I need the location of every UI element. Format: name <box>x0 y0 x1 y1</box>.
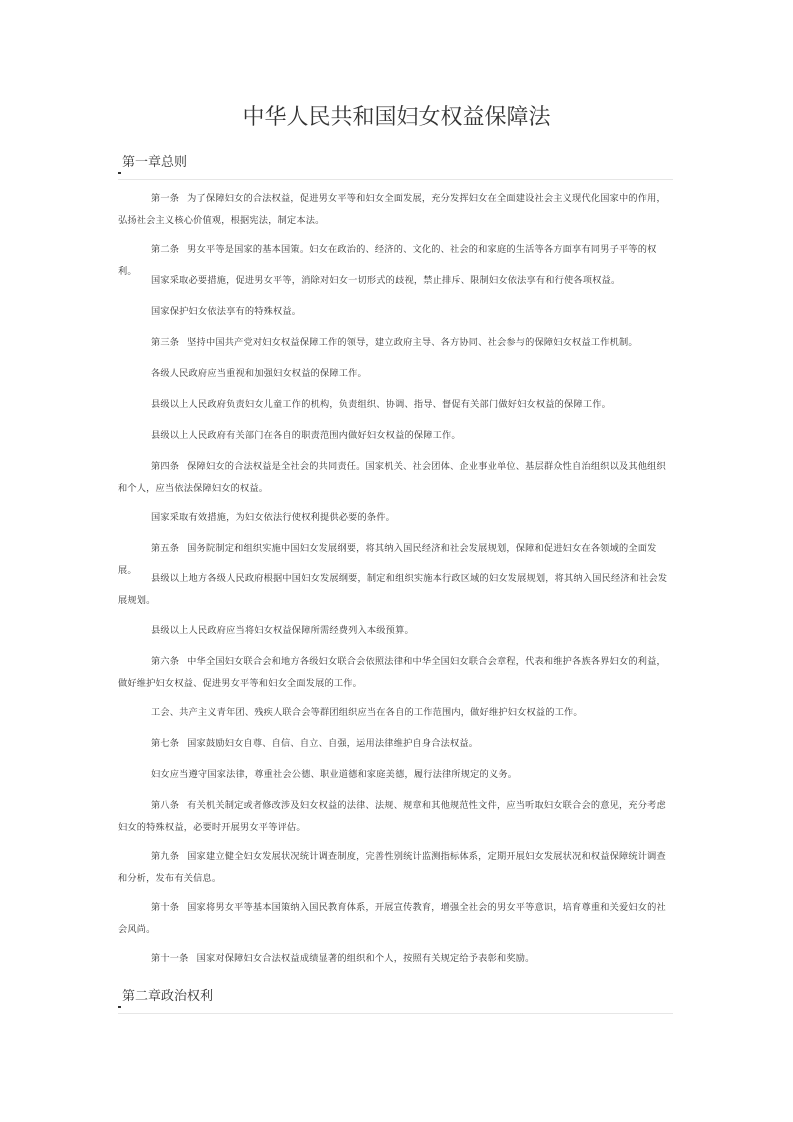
paragraph <box>118 301 673 323</box>
chapter-heading <box>118 153 673 180</box>
article-number: 第二条 <box>151 244 180 255</box>
document-title: 中华人民共和国妇女权益保障法 <box>242 105 551 130</box>
paragraph <box>118 568 673 611</box>
paragraph <box>118 795 673 838</box>
chapter-heading-text: 第二章政治权利 <box>122 989 214 1004</box>
article-number: 第五条 <box>151 543 180 554</box>
chapter-heading <box>118 987 673 1014</box>
paragraph <box>118 702 673 724</box>
paragraph-text: 妇女应当遵守国家法律，尊重社会公德、职业道德和家庭美德，履行法律所规定的义务。 <box>151 769 518 780</box>
paragraph-text: 县级以上地方各级人民政府根据中国妇女发展纲要，制定和组织实施本行政区域的妇女发展规划，将其纳入国民经济和社会发展规划。 <box>118 573 668 606</box>
paragraph <box>118 651 673 694</box>
paragraph-text: 有关机关制定或者修改涉及妇女权益的法律、法规、规章和其他规范性文件，应当听取妇女联合会的意见，充分考虑妇女的特殊权益，必要时开展男女平等评估。 <box>118 800 666 833</box>
paragraph-text: 国家采取必要措施，促进男女平等，消除对妇女一切形式的歧视，禁止排斥、限制妇女依法享有和行使各项权益。 <box>151 275 621 286</box>
paragraph <box>118 363 673 385</box>
paragraph <box>118 846 673 889</box>
article-number: 第四条 <box>151 461 180 472</box>
article-number: 第一条 <box>151 193 180 204</box>
paragraph-text: 县级以上人民政府应当将妇女权益保障所需经费列入本级预算。 <box>151 625 414 636</box>
paragraph-text: 为了保障妇女的合法权益，促进男女平等和妇女全面发展，充分发挥妇女在全面建设社会主义现代化国家中的作用，弘扬社会主义核心价值观，根据宪法，制定本法。 <box>118 193 666 226</box>
paragraph-text: 中华全国妇女联合会和地方各级妇女联合会依照法律和中华全国妇女联合会章程，代表和维护各族各界妇女的利益，做好维护妇女权益、促进男女平等和妇女全面发展的工作。 <box>118 656 666 689</box>
paragraph-text: 工会、共产主义青年团、残疾人联合会等群团组织应当在各自的工作范围内，做好维护妇女权益的工作。 <box>151 707 583 718</box>
article-number: 第九条 <box>151 851 180 862</box>
paragraph <box>118 620 673 642</box>
article-number: 第八条 <box>151 800 180 811</box>
paragraph-text: 国家采取有效措施，为妇女依法行使权利提供必要的条件。 <box>151 512 396 523</box>
paragraph <box>118 332 673 354</box>
paragraph-text: 国务院制定和组织实施中国妇女发展纲要，将其纳入国民经济和社会发展规划，保障和促进妇女在各领域的全面发展。 <box>118 543 657 576</box>
paragraph-text: 保障妇女的合法权益是全社会的共同责任。国家机关、社会团体、企业事业单位、基层群众性自治组织以及其他组织和个人，应当依法保障妇女的权益。 <box>118 461 666 494</box>
chapter-heading-text: 第一章总则 <box>122 155 188 170</box>
paragraph <box>118 270 673 292</box>
paragraph <box>118 507 673 529</box>
paragraph-text: 男女平等是国家的基本国策。妇女在政治的、经济的、文化的、社会的和家庭的生活等各方面享有同男子平等的权利。 <box>118 244 657 277</box>
paragraph-text: 县级以上人民政府有关部门在各自的职责范围内做好妇女权益的保障工作。 <box>151 430 461 441</box>
article-number: 第十一条 <box>151 953 189 964</box>
paragraph <box>118 425 673 447</box>
article-number: 第六条 <box>151 656 180 667</box>
paragraph <box>118 456 673 499</box>
paragraph-text: 国家保护妇女依法享有的特殊权益。 <box>151 306 302 317</box>
paragraph <box>118 733 673 755</box>
paragraph <box>118 948 673 970</box>
paragraph <box>118 394 673 416</box>
paragraph-text: 县级以上人民政府负责妇女儿童工作的机构，负责组织、协调、指导、督促有关部门做好妇女权益的保障工作。 <box>151 399 611 410</box>
article-number: 第七条 <box>151 738 180 749</box>
paragraph-text: 国家对保障妇女合法权益成绩显著的组织和个人，按照有关规定给予表彰和奖励。 <box>196 953 535 964</box>
paragraph <box>118 897 673 940</box>
paragraph <box>118 188 673 231</box>
paragraph-text: 坚持中国共产党对妇女权益保障工作的领导，建立政府主导、各方协同、社会参与的保障妇女权益工作机制。 <box>187 337 638 348</box>
heading-mark <box>118 1006 121 1008</box>
paragraph-text: 国家将男女平等基本国策纳入国民教育体系，开展宣传教育，增强全社会的男女平等意识，培育尊重和关爱妇女的社会风尚。 <box>118 902 666 935</box>
heading-mark <box>118 172 121 174</box>
article-number: 第十条 <box>151 902 180 913</box>
paragraph <box>118 764 673 786</box>
article-number: 第三条 <box>151 337 180 348</box>
paragraph-text: 各级人民政府应当重视和加强妇女权益的保障工作。 <box>151 368 367 379</box>
paragraph-text: 国家鼓励妇女自尊、自信、自立、自强，运用法律维护自身合法权益。 <box>187 738 479 749</box>
paragraph-text: 国家建立健全妇女发展状况统计调查制度，完善性别统计监测指标体系，定期开展妇女发展状况和权益保障统计调查和分析，发布有关信息。 <box>118 851 666 884</box>
